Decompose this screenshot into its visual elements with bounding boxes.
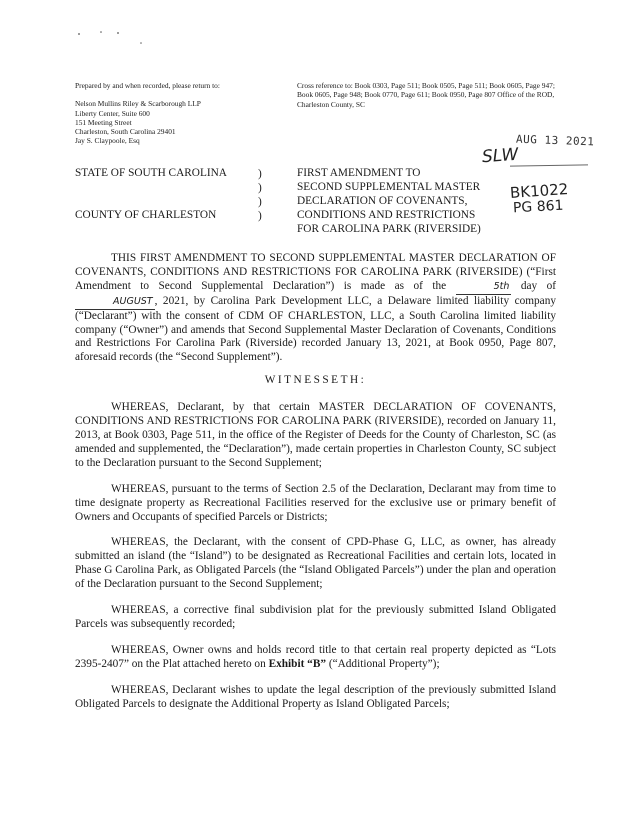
- caption-parentheses: [258, 167, 262, 223]
- attorney-name: Jay S. Claypoole, Esq: [75, 136, 140, 146]
- caption-paren: ): [258, 182, 262, 194]
- handwritten-book-number: BK1022: [509, 179, 569, 203]
- intro-text: , 2021, by Carolina Park Development LLC, a Delaware limited liability company (“Declarant”) with the consent of CDM OF CHARLESTON, LLC, a South Carolina limited liability company (“Owner”) and amends that Second Supplemental Master Declaration of Covenants, Conditions and Restrictions For Carolina Park (Riverside) recorded January 13, 2021, at Book 0950, Page 807, aforesaid records (the “Second Supplement”).: [75, 294, 556, 364]
- recording-date-stamp: AUG 13 2021: [515, 132, 595, 149]
- witnesseth-heading: WITNESSETH:: [264, 374, 367, 387]
- title-line: DECLARATION OF COVENANTS,: [297, 195, 468, 207]
- handwritten-month: AUGUST: [75, 295, 155, 310]
- prepared-by-block: [75, 81, 220, 146]
- handwritten-initials: SLW: [481, 144, 520, 168]
- state-label: STATE OF SOUTH CAROLINA: [75, 167, 227, 179]
- address-line: Charleston, South Carolina 29401: [75, 127, 176, 137]
- recital-paragraph: WHEREAS, a corrective final subdivision plat for the previously submitted Island Obligated Parcels was subsequently recorded;: [75, 604, 556, 630]
- title-line: FOR CAROLINA PARK (RIVERSIDE): [297, 223, 481, 235]
- intro-text: day of: [511, 279, 556, 292]
- caption-paren: ): [258, 196, 262, 208]
- exhibit-reference: Exhibit “B”: [268, 657, 327, 670]
- recital-paragraph: WHEREAS, Declarant, by that certain MASTER DECLARATION OF COVENANTS, CONDITIONS AND RESTRICTIONS FOR CAROLINA PARK (RIVERSIDE), recorded on January 11, 2013, at Book 0303, Page 511, in the office of the Register of Deeds for the County of Charleston, SC (as amended and supplemented, the “Declaration”), made certain properties in Charleston County, SC subject to the Declaration pursuant to the Second Supplement;: [75, 401, 556, 469]
- cross-reference: Cross reference to: Book 0303, Page 511; Book 0505, Page 511; Book 0605, Page 947; Book 0605, Page 948; Book 0770, Page 611; Book 0950, Page 807 Office of the ROD, Charleston County, SC: [297, 81, 555, 109]
- title-line: SECOND SUPPLEMENTAL MASTER: [297, 181, 481, 193]
- recital-paragraph: WHEREAS, pursuant to the terms of Section 2.5 of the Declaration, Declarant may from time to time designate property as Recreational Facilities reserved for the exclusive use or primary benefit of Owners and Occupants of specified Parcels or Districts;: [75, 482, 556, 523]
- document-title: [297, 166, 481, 236]
- address-line: 151 Meeting Street: [75, 117, 132, 127]
- recital-paragraph: WHEREAS, the Declarant, with the consent of CPD-Phase G, LLC, as owner, has already submitted an island (the “Island”) to be designated as Recreational Facilities and certain lots, located in Phase G Carolina Park, as Obligated Parcels (the “Island Obligated Parcels”) under the plan and operation of the Declaration pursuant to the Second Supplement;: [75, 536, 556, 591]
- recital-paragraph: [75, 644, 556, 672]
- address-line: Liberty Center, Suite 600: [75, 108, 150, 118]
- law-firm-name: Nelson Mullins Riley & Scarborough LLP: [75, 99, 201, 109]
- handwritten-day: 5th: [456, 280, 512, 295]
- recital-text: (“Additional Property”);: [326, 657, 440, 670]
- prepared-by-heading: Prepared by and when recorded, please return to:: [75, 81, 220, 90]
- handwritten-page-number: PG 861: [512, 197, 564, 217]
- intro-text: THIS FIRST AMENDMENT TO SECOND SUPPLEMENTAL MASTER DECLARATION OF COVENANTS, CONDITIONS AND RESTRICTIONS FOR CAROLINA PARK (RIVERSIDE) (“First Amendment to Second Supplemental Declaration”) is made as of the: [75, 252, 556, 292]
- caption-paren: ): [258, 210, 262, 222]
- title-line: CONDITIONS AND RESTRICTIONS: [297, 209, 476, 221]
- document-body: [75, 252, 556, 723]
- county-label: COUNTY OF CHARLESTON: [75, 209, 217, 221]
- caption-jurisdiction: [75, 166, 227, 222]
- recital-paragraph: WHEREAS, Declarant wishes to update the legal description of the previously submitted Island Obligated Parcels to designate the Additional Property as Island Obligated Parcels;: [75, 683, 556, 710]
- scan-specks: [0, 0, 635, 60]
- title-line: FIRST AMENDMENT TO: [297, 167, 421, 179]
- recital-text: WHEREAS, Owner owns and holds record title to that certain real property depicted as “Lots 2395-2407” on the Plat attached hereto on: [75, 643, 556, 670]
- caption-paren: ): [258, 168, 262, 180]
- intro-paragraph: [75, 252, 556, 365]
- initials-underline: [510, 164, 588, 166]
